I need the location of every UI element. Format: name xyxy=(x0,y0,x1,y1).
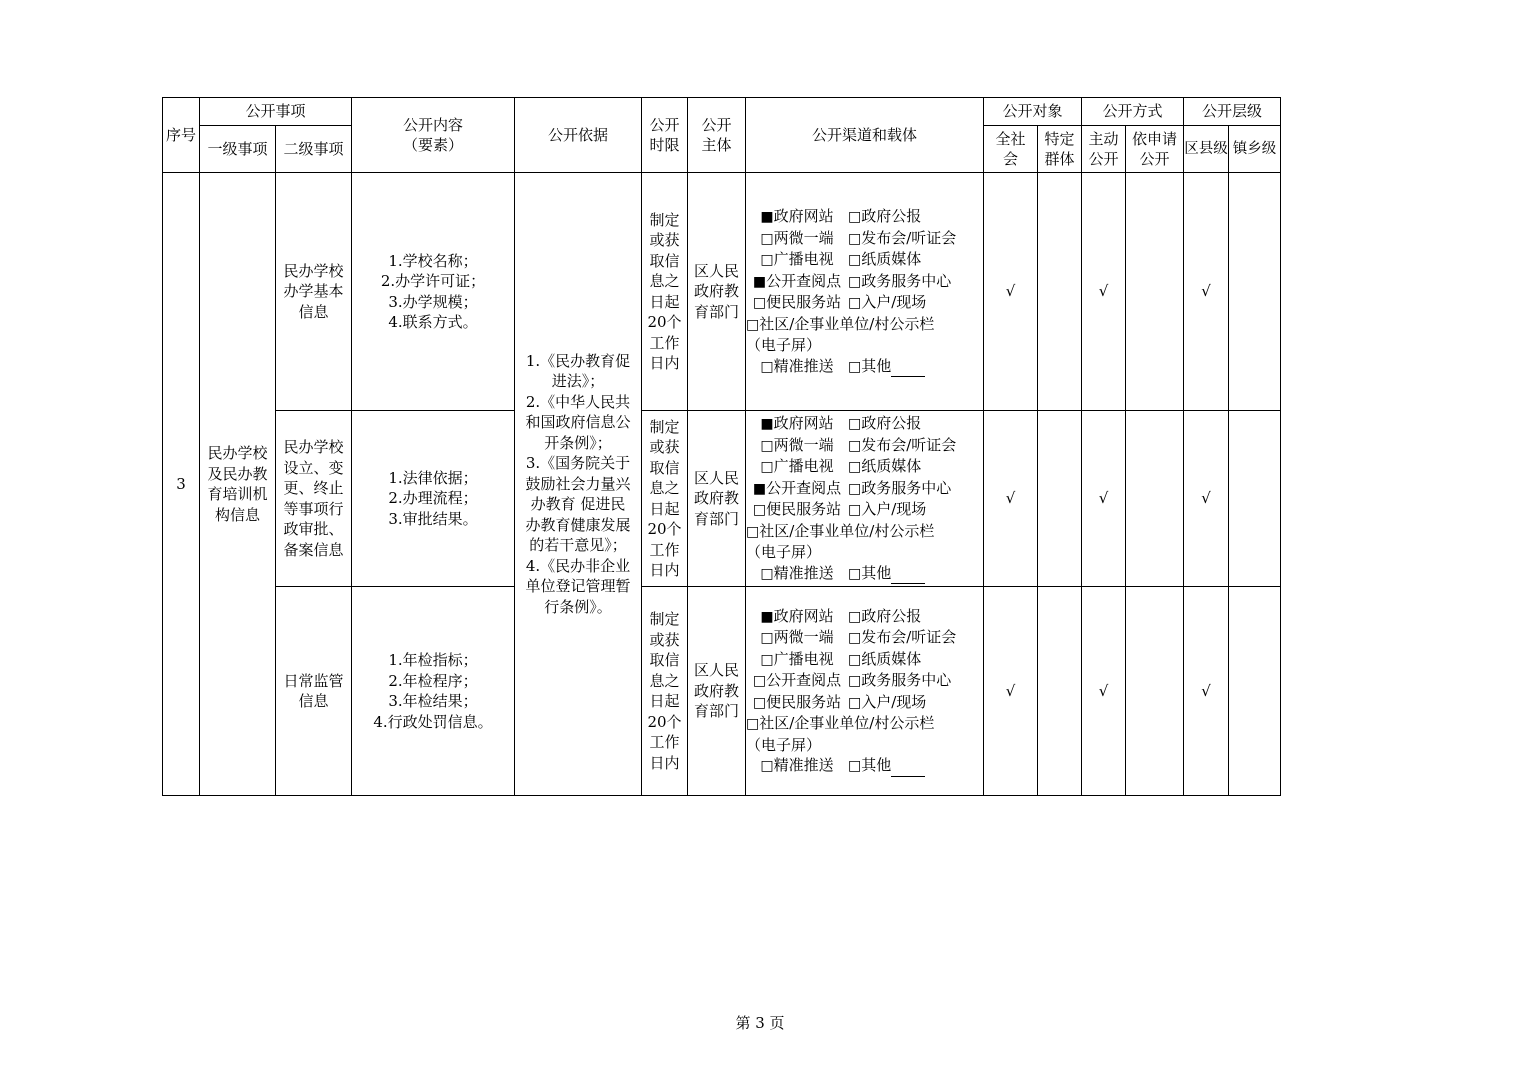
table-row xyxy=(163,173,1281,411)
header-items-group: 公开事项 xyxy=(200,98,352,126)
channel-line: □精准推送 □其他 xyxy=(746,755,983,777)
checkbox-icon: ■ xyxy=(752,480,767,497)
checkbox-icon: □ xyxy=(848,252,862,268)
channel-line: ■政府网站 □政府公报 xyxy=(760,414,922,432)
header-level-district: 区县级 xyxy=(1184,126,1229,173)
channel-line: （电子屏） xyxy=(746,735,822,754)
blank-underline xyxy=(891,569,925,584)
blank-underline xyxy=(891,762,925,777)
header-time: 公开 时限 xyxy=(642,98,688,173)
time-cell: 制定 或获 取信 息之 日起 20个 工作 日内 xyxy=(642,173,688,411)
checkbox-icon: □ xyxy=(848,295,862,311)
channel-line: □便民服务站 □入户/现场 xyxy=(752,500,927,518)
method-active-cell: √ xyxy=(1082,587,1126,796)
header-target-all: 全社 会 xyxy=(984,126,1038,173)
subject-cell: 区人民 政府教 育部门 xyxy=(688,587,746,796)
target-all-cell: √ xyxy=(984,587,1038,796)
checkbox-icon: ■ xyxy=(752,273,767,290)
level-district-cell: √ xyxy=(1184,173,1229,411)
level2-cell: 民办学校 办学基本 信息 xyxy=(276,173,352,411)
checkbox-icon: □ xyxy=(760,252,774,268)
row-seq: 3 xyxy=(163,173,200,796)
header-level-group: 公开层级 xyxy=(1184,98,1281,126)
checkbox-icon: □ xyxy=(848,416,862,432)
channel-line: ■政府网站 □政府公报 xyxy=(760,606,922,625)
channel-line: （电子屏） xyxy=(746,543,822,561)
checkbox-icon: □ xyxy=(760,651,774,668)
checkbox-icon: □ xyxy=(848,673,862,689)
checkbox-icon: □ xyxy=(760,630,774,646)
content-cell: 1.法律依据； 2.办理流程； 3.审批结果。 xyxy=(352,411,515,587)
level-town-cell xyxy=(1229,173,1281,411)
time-cell: 制定 或获 取信 息之 日起 20个 工作 日内 xyxy=(642,587,688,796)
checkbox-icon: ■ xyxy=(760,608,774,625)
channel-line: ■公开查阅点 □政务服务中心 xyxy=(752,478,952,497)
channel-line: □两微一端 □发布会/听证会 xyxy=(760,628,957,646)
checkbox-icon: □ xyxy=(760,565,774,582)
table-row xyxy=(163,587,1281,796)
checkbox-icon: □ xyxy=(848,273,862,290)
channel-cell xyxy=(746,411,984,587)
channel-line: □两微一端 □发布会/听证会 xyxy=(760,435,957,454)
checkbox-icon: □ xyxy=(848,608,862,625)
channel-line: □便民服务站 □入户/现场 xyxy=(752,293,927,311)
method-active-cell: √ xyxy=(1082,411,1126,587)
channel-line: □社区/企事业单位/村公示栏 xyxy=(746,314,935,333)
checkbox-icon: □ xyxy=(848,630,862,646)
row-level1: 民办学校 及民办教 育培训机 构信息 xyxy=(200,173,276,796)
target-specific-cell xyxy=(1038,173,1082,411)
checkbox-icon: □ xyxy=(848,694,862,711)
checkbox-icon: □ xyxy=(746,523,760,540)
checkbox-icon: □ xyxy=(848,358,862,375)
checkbox-icon: ■ xyxy=(760,209,774,225)
checkbox-icon: □ xyxy=(848,758,862,774)
checkbox-icon: □ xyxy=(848,437,862,454)
channel-line: □精准推送 □其他 xyxy=(746,356,983,378)
checkbox-icon: □ xyxy=(746,316,760,333)
channel-line: □广播电视 □纸质媒体 xyxy=(760,649,922,668)
time-cell: 制定 或获 取信 息之 日起 20个 工作 日内 xyxy=(642,411,688,587)
checkbox-icon: □ xyxy=(848,209,862,225)
method-apply-cell xyxy=(1126,587,1184,796)
channel-line: □社区/企事业单位/村公示栏 xyxy=(746,521,935,540)
checkbox-icon: □ xyxy=(752,694,767,711)
subject-cell: 区人民 政府教 育部门 xyxy=(688,173,746,411)
disclosure-table xyxy=(162,97,1281,796)
checkbox-icon: □ xyxy=(760,230,774,247)
channel-line: □精准推送 □其他 xyxy=(746,563,983,585)
level-district-cell: √ xyxy=(1184,587,1229,796)
level-town-cell xyxy=(1229,411,1281,587)
method-apply-cell xyxy=(1126,173,1184,411)
level2-cell: 日常监管 信息 xyxy=(276,587,352,796)
content-cell: 1.学校名称； 2.办学许可证； 3.办学规模； 4.联系方式。 xyxy=(352,173,515,411)
channel-line: □公开查阅点 □政务服务中心 xyxy=(752,671,952,689)
checkbox-icon: □ xyxy=(752,295,767,311)
level2-cell: 民办学校 设立、变 更、终止 等事项行 政审批、 备案信息 xyxy=(276,411,352,587)
header-subject: 公开 主体 xyxy=(688,98,746,173)
channel-line: （电子屏） xyxy=(746,336,822,354)
checkbox-icon: □ xyxy=(760,459,774,475)
page-number: 第 3 页 xyxy=(735,1014,785,1032)
header-level2: 二级事项 xyxy=(276,126,352,173)
target-specific-cell xyxy=(1038,587,1082,796)
checkbox-icon: □ xyxy=(848,459,862,475)
checkbox-icon: □ xyxy=(848,230,862,247)
checkbox-icon: □ xyxy=(848,480,862,497)
channel-line: □社区/企事业单位/村公示栏 xyxy=(746,714,935,732)
channel-line: □广播电视 □纸质媒体 xyxy=(760,250,922,268)
checkbox-icon: □ xyxy=(746,716,760,732)
header-target-specific: 特定 群体 xyxy=(1038,126,1082,173)
target-specific-cell xyxy=(1038,411,1082,587)
basis-cell: 1.《民办教育促 进法》； 2.《中华人民共 和国政府信息公 开条例》； 3.《国务院关于 鼓励社会力量兴 办教育 促进民 办教育健康发展 的若干意见》； 4.《民办非企业 单位登记管理暂 行条例》。 xyxy=(515,173,642,796)
target-all-cell: √ xyxy=(984,411,1038,587)
checkbox-icon: □ xyxy=(760,358,774,375)
checkbox-icon: ■ xyxy=(760,416,774,432)
subject-cell: 区人民 政府教 育部门 xyxy=(688,411,746,587)
checkbox-icon: □ xyxy=(760,437,774,454)
level-town-cell xyxy=(1229,587,1281,796)
table-row xyxy=(163,411,1281,587)
channel-line: □两微一端 □发布会/听证会 xyxy=(760,228,957,247)
header-method-active: 主动 公开 xyxy=(1082,126,1126,173)
channel-line: ■公开查阅点 □政务服务中心 xyxy=(752,271,952,290)
content-cell: 1.年检指标； 2.年检程序； 3.年检结果； 4.行政处罚信息。 xyxy=(352,587,515,796)
channel-line: □便民服务站 □入户/现场 xyxy=(752,692,927,711)
target-all-cell: √ xyxy=(984,173,1038,411)
checkbox-icon: □ xyxy=(848,651,862,668)
header-level-town: 镇乡级 xyxy=(1229,126,1281,173)
header-seq: 序号 xyxy=(163,98,200,173)
checkbox-icon: □ xyxy=(752,673,767,689)
level-district-cell: √ xyxy=(1184,411,1229,587)
header-content: 公开内容 （要素） xyxy=(352,98,515,173)
header-method-group: 公开方式 xyxy=(1082,98,1184,126)
checkbox-icon: □ xyxy=(848,502,862,518)
checkbox-icon: □ xyxy=(848,565,862,582)
checkbox-icon: □ xyxy=(752,502,767,518)
header-method-apply: 依申请 公开 xyxy=(1126,126,1184,173)
header-level1: 一级事项 xyxy=(200,126,276,173)
channel-line: □广播电视 □纸质媒体 xyxy=(760,457,922,475)
method-apply-cell xyxy=(1126,411,1184,587)
header-basis: 公开依据 xyxy=(515,98,642,173)
blank-underline xyxy=(891,362,925,377)
header-target-group: 公开对象 xyxy=(984,98,1082,126)
header-channel: 公开渠道和载体 xyxy=(746,98,984,173)
channel-line: ■政府网站 □政府公报 xyxy=(760,207,922,225)
checkbox-icon: □ xyxy=(760,758,774,774)
channel-cell xyxy=(746,587,984,796)
method-active-cell: √ xyxy=(1082,173,1126,411)
channel-cell xyxy=(746,173,984,411)
